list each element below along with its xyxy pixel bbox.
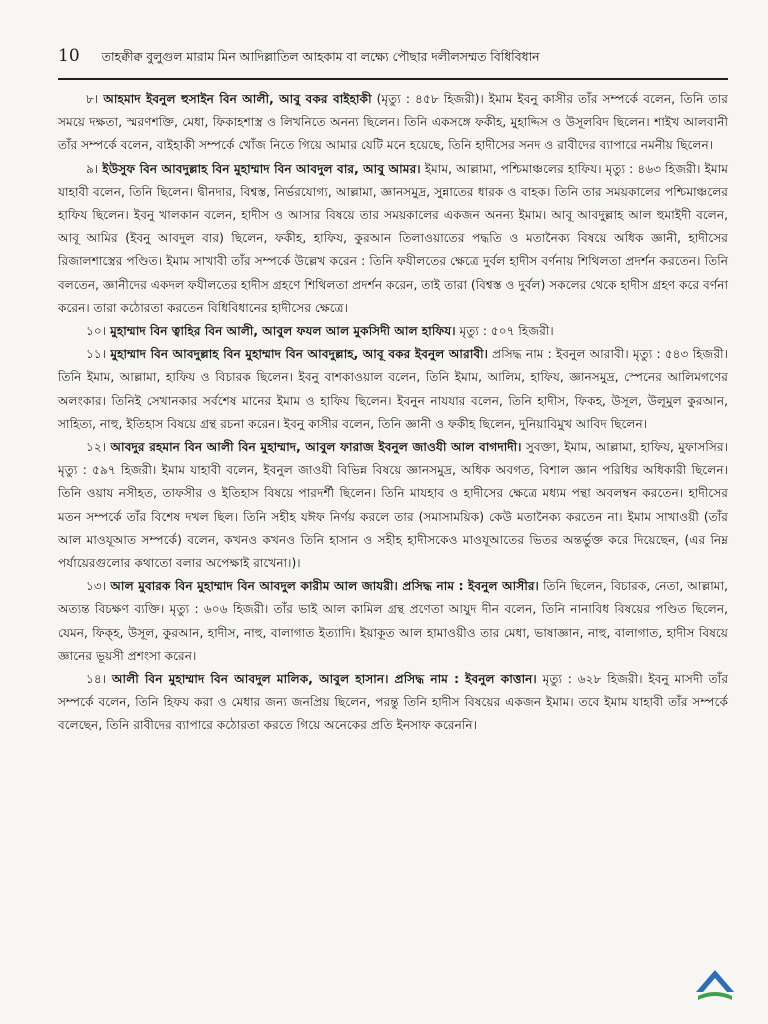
entry-11	[58, 343, 728, 436]
logo-book	[698, 992, 732, 1000]
page-number: 10	[58, 46, 80, 66]
entry-name: আল মুবারক বিন মুহাম্মাদ বিন আবদুল কারীম আল জাযরী। প্রসিদ্ধ নাম : ইবনুল আসীর।	[110, 579, 539, 594]
entry-name: আবদুর রহমান বিন আলী বিন মুহাম্মাদ, আবুল ফারাজ ইবনুল জাওযী আল বাগদাদী।	[110, 440, 522, 455]
entry-name: আহমাদ ইবনুল হুসাইন বিন আলী, আবু বকর বাইহাকী	[103, 92, 372, 106]
entry-10	[58, 320, 728, 343]
entry-name: আলী বিন মুহাম্মাদ বিন আবদুল মালিক, আবুল হাসান। প্রসিদ্ধ নাম : ইবনুল কাত্তান।	[112, 672, 537, 687]
entry-name: ইউসুফ বিন আবদুল্লাহ বিন মুহাম্মাদ বিন আবদুল বার, আবু আমর।	[102, 161, 421, 176]
entry-text: ইমাম, আল্লামা, পশ্চিমাঞ্চলের হাফিয। মৃত্যু : ৪৬৩ হিজরী। ইমাম যাহাবী বলেন, তিনি ছিলেন। দ্বীনদার, বিশ্বস্ত, নির্ভরযোগ্য, আল্লামা, জ্ঞানসমুদ্র, সুন্নাতের ধারক ও বাহক। তিনি তার সময়কালের পশ্চিমাঞ্চলের হাফিয ছিলেন। ইবনু খালকান বলেন, হাদীস ও আসার বিষয়ে তার সময়কালের একজন অনন্য ইমাম। আবূ আবদুল্লাহ আল হুমাইদী বলেন, আবূ আমির (ইবনু আবদুল বার) ছিলেন, ফকীহ, হাফিয, কুরআন তিলাওয়াতের পদ্ধতি ও মতানৈক্য বিষয়ে অধিক জ্ঞানী, হাদীসের রিজালশাস্ত্রের পণ্ডিত। ইমাম সাখাবী তাঁর সম্পর্কে উল্লেখ করেন : তিনি ফযীলতের ক্ষেত্রে দুর্বল হাদীস বর্ণনায় শিথিলতা প্রদর্শন করতেন। তিনি বলতেন, জ্ঞানীদের একদল ফযীলতের হাদীস গ্রহণে শিথিলতা প্রদর্শন করেন, তাই তারা (বিশ্বস্ত ও দুর্বল) সকলের থেকে হাদীস গ্রহণ করে বর্ণনা করেন। তারা কঠোরতা করতেন বিধিবিধানের হাদীসের ক্ষেত্রে।	[58, 161, 729, 315]
entry-text: প্রসিদ্ধ নাম : ইবনুল আরাবী। মৃত্যু : ৫৪৩ হিজরী। তিনি ইমাম, আল্লামা, হাফিয ও বিচারক ছিলেন। ইবনু বাশকাওয়াল বলেন, তিনি ইমাম, আলিম, হাফিয, জ্ঞানসমুদ্র, স্পেনের আলিমগণের অলংকার। তিনিই সেখানকার সর্বশেষ মানের ইমাম ও হাফিয ছিলেন। ইবনুন নাযযার বলেন, তিনি হাদীস, ফিকহ, উসূল, উলূমুল কুরআন, সাহিত্য, নাহু, ইতিহাস বিষয়ে গ্রন্থ রচনা করেন। ইবনু কাসীর বলেন, তিনি জ্ঞানী ও ফকীহ ছিলেন, দুনিয়াবিমুখ আবিদ ছিলেন।	[58, 347, 728, 431]
logo-roof	[696, 970, 734, 992]
entry-8	[58, 88, 728, 158]
entry-text: (মৃত্যু : ৪৫৮ হিজরী)। ইমাম ইবনু কাসীর তাঁর সম্পর্কে বলেন, তিনি তার সময়ে দক্ষতা, স্মরণশক্তি, মেধা, ফিকাহশাস্ত্র ও লিখনিতে অনন্য ছিলেন। তিনি একসঙ্গে ফকীহ, মুহাদ্দিস ও উসূলবিদ ছিলেন। শাইখ আলবানী তাঁর সম্পর্কে বলেন, বাইহাকী সম্পর্কে খোঁজ নিতে গিয়ে আমার যেটি মনে হয়েছে, তিনি হাদীসের সনদ ও রাবীদের ব্যাপারে নমনীয় ছিলেন।	[58, 92, 729, 153]
page-header	[58, 46, 728, 69]
entry-number: ৯।	[86, 161, 99, 176]
entry-number: ১১।	[86, 347, 107, 362]
entry-13	[58, 575, 728, 668]
body-text	[58, 88, 728, 738]
entry-text: মৃত্যু : ৬২৮ হিজরী। ইবনু মাসদী তাঁর সম্পর্কে বলেন, তিনি হিফয করা ও মেধার জন্য জনপ্রিয় ছিলেন, পরন্তু তিনি হাদীস বিষয়ের একজন ইমাম। তবে ইমাম যাহাবী তাঁর সম্পর্কে বলেছেন, তিনি রাবীদের ব্যাপারে কঠোরতা করতে গিয়ে অনেকের প্রতি ইনসাফ করেননি।	[58, 672, 729, 733]
entry-number: ৮।	[86, 92, 99, 106]
entry-name: মুহাম্মাদ বিন ত্বাহির বিন আলী, আবুল ফযল আল মুকসিদী আল হাফিয।	[110, 324, 456, 339]
entry-text: সুবক্তা, ইমাম, আল্লামা, হাফিয, মুফাসসির। মৃত্যু : ৫৯৭ হিজরী। ইমাম যাহাবী বলেন, ইবনুল জাওযী বিভিন্ন বিষয়ে জ্ঞানসমুদ্র, অধিক অবগত, বিশাল জ্ঞান পরিধির অধিকারী ছিলেন। তিনি ওয়ায নসীহত, তাফসীর ও ইতিহাস বিষয়ে পারদর্শী ছিলেন। তিনি মাযহাব ও হাদীসের ক্ষেত্রে মধ্যম পন্থা অবলম্বন করতেন। হাদীসের মতন সম্পর্কে তাঁর বিশেষ দখল ছিল। তিনি সহীহ যঈফ নির্ণয় করলে তার (সমাসাময়িক) কেউ মতানৈক্য করতেন না। ইমাম সাখাওয়ী (তাঁর আল মাওযূআত সম্পর্কে) বলেন, কখনও কখনও তিনি হাসান ও সহীহ হাদীসকেও মাওযূআতের ভিতর অন্তর্ভুক্ত করে দিয়েছেন, (এর নিম্ন পর্যায়েরগুলোর কথাতো বলার অপেক্ষাই রাখেনা।)।	[58, 440, 729, 571]
header-rule	[58, 78, 728, 80]
entry-number: ১০।	[86, 324, 107, 339]
entry-number: ১৩।	[86, 579, 107, 594]
entry-number: ১২।	[86, 440, 107, 455]
running-title: তাহক্বীক্ব বুলুগুল মারাম মিন আদিল্লাতিল আহকাম বা লক্ষ্যে পৌছার দলীলসম্মত বিধিবিধান	[101, 49, 540, 64]
publisher-logo-icon	[690, 968, 740, 1006]
entry-text: মৃত্যু : ৫০৭ হিজরী।	[459, 324, 554, 339]
entry-9	[58, 158, 728, 320]
entry-text: তিনি ছিলেন, বিচারক, নেতা, আল্লামা, অত্যন্ত বিচক্ষণ ব্যক্তি। মৃত্যু : ৬০৬ হিজরী। তাঁর ভাই আল কামিল গ্রন্থ প্রণেতা আযুদ দীন বলেন, তিনি নানাবিধ বিষয়ের পণ্ডিত ছিলেন, যেমন, ফিক্হ, উসূল, কুরআন, হাদীস, নাহু, বালাগাত ইত্যাদি। ইয়াকূত আল হামাওয়ীও তার মেধা, ভাষাজ্ঞান, নাহু, বালাগাত, হাদীস বিষয়ে জ্ঞানের ভূয়সী প্রশংসা করেন।	[58, 579, 728, 663]
entry-14	[58, 668, 728, 738]
entry-12	[58, 436, 728, 575]
entry-name: মুহাম্মাদ বিন আবদুল্লাহ বিন মুহাম্মাদ বিন আবদুল্লাহ, আবূ বকর ইবনুল আরাবী।	[110, 347, 488, 362]
entry-number: ১৪।	[86, 672, 107, 687]
